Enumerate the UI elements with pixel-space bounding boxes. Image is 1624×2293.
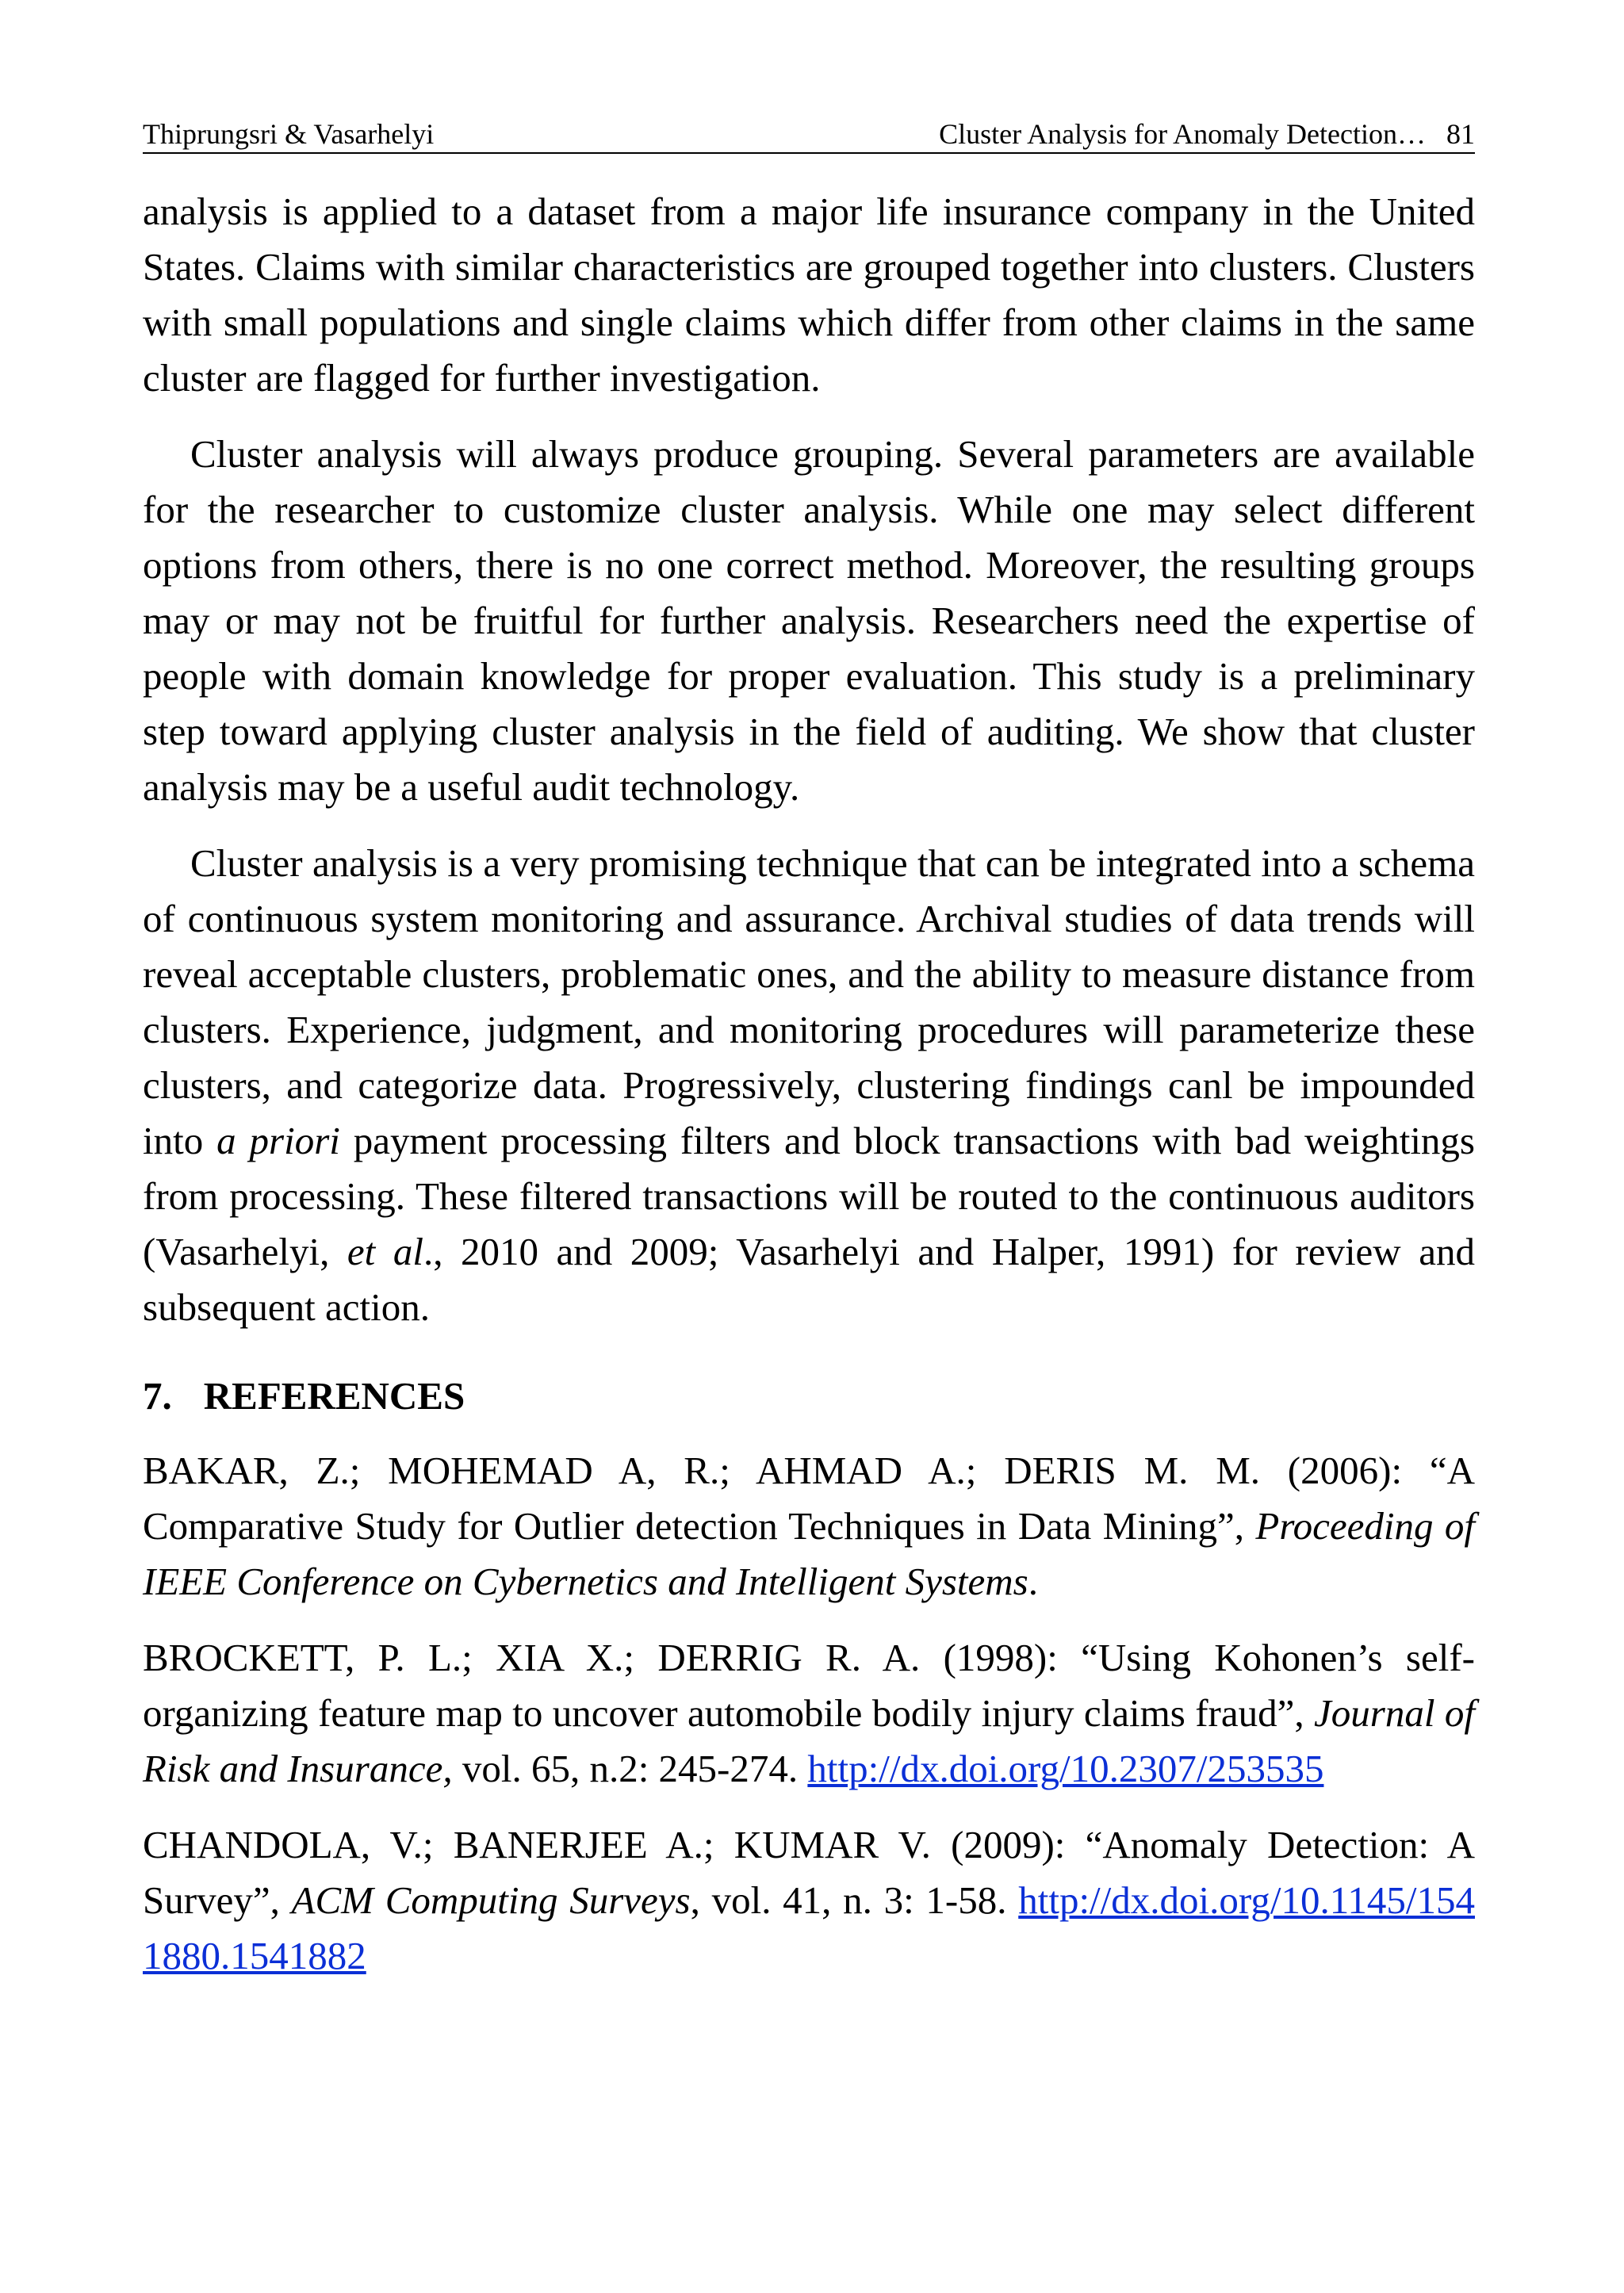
reference-item xyxy=(143,1817,1475,1984)
reference-text: CHANDOLA, V.; BANERJEE A.; KUMAR V. (2009): “Anomaly Detection: A Survey”, xyxy=(143,1823,1475,1922)
paragraph-3-part-1: Cluster analysis is a very promising technique that can be integrated into a schema of continuous system monitoring and assurance. Archival studies of data trends will reveal acceptable clusters, problematic ones, and the ability to measure distance from clusters. Experience, judgment, and monitoring procedures will parameterize these clusters, and categorize data. Progressively, clustering findings canl be impounded into xyxy=(143,841,1475,1162)
reference-text: BROCKETT, P. L.; XIA X.; DERRIG R. A. (1998): “Using Kohonen’s self-organizing feature map to uncover automobile bodily injury claims fraud”, xyxy=(143,1636,1475,1735)
reference-source: Proceeding of IEEE Conference on Cybernetics and Intelligent Systems xyxy=(143,1504,1476,1603)
reference-source: ACM Computing Surveys xyxy=(291,1878,691,1922)
paragraph-3-italic-a-priori: a priori xyxy=(216,1119,340,1162)
reference-details: , vol. 41, n. 3: 1-58. xyxy=(690,1878,1019,1922)
paragraph-3-part-2: payment processing filters and block transactions with bad weightings from processing. These filtered transactions will be routed to the continuous auditors (Vasarhelyi, xyxy=(143,1119,1475,1273)
header-authors: Thiprungsri & Vasarhelyi xyxy=(143,118,435,150)
paragraph-1: analysis is applied to a dataset from a major life insurance company in the United States. Claims with similar characteristics are grouped together into clusters. Clusters with small populations and single claims which differ from other claims in the same cluster are flagged for further investigation. xyxy=(143,189,1475,400)
reference-details: vol. 65, n.2: 245-274. xyxy=(452,1747,808,1790)
references-heading-title: REFERENCES xyxy=(203,1374,465,1418)
reference-doi-link[interactable]: http://dx.doi.org/10.2307/253535 xyxy=(807,1747,1324,1790)
reference-item xyxy=(143,1630,1475,1797)
reference-details: . xyxy=(1028,1560,1038,1603)
page-number: 81 xyxy=(1446,118,1475,150)
header-title: Cluster Analysis for Anomaly Detection… xyxy=(939,118,1426,150)
body-text xyxy=(143,184,1475,2004)
reference-text: BAKAR, Z.; MOHEMAD A, R.; AHMAD A.; DERIS M. M. (2006): “A Comparative Study for Outlier detection Techniques in Data Mining”, xyxy=(143,1449,1475,1548)
paragraph-3-part-3: ., 2010 and 2009; Vasarhelyi and Halper, 1991) for review and subsequent action. xyxy=(143,1230,1475,1329)
paragraph-3 xyxy=(143,836,1475,1335)
reference-item xyxy=(143,1443,1475,1610)
reference-source: Journal of Risk and Insurance, xyxy=(143,1691,1475,1790)
paragraph-3-italic-et-al: et al xyxy=(347,1230,423,1273)
paragraph-2: Cluster analysis will always produce grouping. Several parameters are available for the researcher to customize cluster analysis. While one may select different options from others, there is no one correct method. Moreover, the resulting groups may or may not be fruitful for further analysis. Researchers need the expertise of people with domain knowledge for proper evaluation. This study is a preliminary step toward applying cluster analysis in the field of auditing. We show that cluster analysis may be a useful audit technology. xyxy=(143,432,1475,809)
references-heading xyxy=(143,1369,1475,1424)
references-heading-number: 7. xyxy=(143,1374,172,1418)
header-right xyxy=(939,117,1475,151)
running-header xyxy=(143,118,1475,154)
reference-doi-link[interactable]: http://dx.doi.org/10.1145/1541880.1541882 xyxy=(143,1878,1475,1977)
